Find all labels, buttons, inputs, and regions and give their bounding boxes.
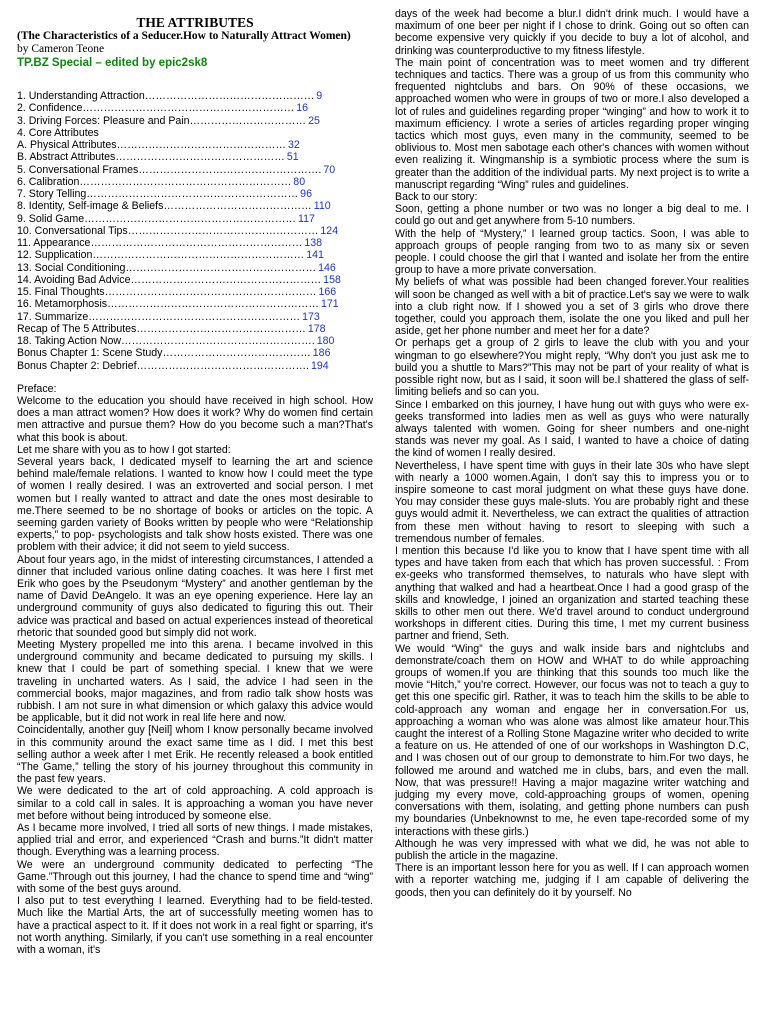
toc-entry-label: Recap of The 5 Attributes (17, 322, 137, 335)
body-paragraph: I mention this because I'd like you to know that I have spent time with all types and have taken from each that which has proven successful. : From ex-geeks who transformed themselves, to naturals who have slept with anything that walked and had a heartbeat.Once I had a good grasp of the skills and knowledge, I joined an organization and started teaching these skills to other men out there. We'd travel around to conduct underground workshops in different cities. During this time, I met my current business partner and friend, Seth. (395, 544, 749, 643)
toc-entry-leader: ………………………………………………. (121, 335, 315, 347)
toc-entry[interactable] (17, 176, 373, 188)
body-paragraph: Nevertheless, I have spent time with guys in their late 30s who have slept with nearly a 1000 women.Again, I don't say this to impress you or to inspire someone to cast moral judgment on what these guys have done. You may consider these guys male-sluts. You are probably right and these guys would admit it. Nevertheless, we can extract the qualities of attraction from these men without having to resort to sleeping with such a tremendous number of females. (395, 459, 749, 545)
toc-entry[interactable] (17, 115, 373, 127)
body-paragraph: We were dedicated to the art of cold approaching. A cold approach is similar to a cold call in sales. It is approaching a woman you have never met before without being introduced by someone else. (17, 785, 373, 822)
toc-entry-leader: …………………………………………………… (84, 212, 297, 225)
toc-entry-page[interactable]: 146 (318, 261, 336, 274)
body-paragraph: I also put to test everything I learned. Everything had to be field-tested. Much like the Martial Arts, the art of successfully meeting women has to have a practical aspect to it. If it does not work in a real fight or sparring, it's not worth anything. Similarly, if you can't use something in a real encounter with a woman, it's (17, 895, 373, 957)
toc-entry-label: 16. Metamorphosis (17, 298, 108, 311)
toc-entry-label: 8. Identity, Self-image & Beliefs (17, 200, 164, 213)
toc-entry-page[interactable]: 178 (307, 322, 326, 335)
toc-entry-leader: ………………………………………… (144, 90, 315, 102)
table-of-contents (17, 90, 373, 372)
left-column (17, 8, 373, 956)
toc-entry-label: Bonus Chapter 1: Scene Study (17, 347, 163, 360)
toc-entry-leader: …………………………………… (162, 347, 311, 360)
toc-entry-label: 13. Social Conditioning (17, 261, 126, 274)
toc-entry-leader: ……………………………………………… (130, 273, 322, 286)
toc-entry-page[interactable]: 158 (323, 273, 341, 286)
body-paragraph: Welcome to the education you should have received in high school. How does a man attract women? How does it work? Why do women find certain men attractive and pursue them? How do you become such a man?That's what this book is about. (17, 394, 373, 444)
toc-entry-page[interactable]: 166 (318, 286, 337, 298)
toc-entry-label: 6. Calibration (17, 175, 80, 188)
edition-note: TP.BZ Special – edited by epic2sk8 (17, 57, 208, 69)
toc-entry-leader: ………………………………………… (136, 322, 306, 335)
toc-entry-leader: ……………………………………………… (125, 261, 317, 274)
author-line: by Cameron Teone (17, 43, 105, 55)
toc-entry-page[interactable]: 138 (304, 237, 322, 249)
toc-entry-label: 5. Conversational Frames (17, 163, 139, 176)
toc-entry-page[interactable]: 96 (300, 188, 312, 200)
toc-entry-page[interactable]: 180 (316, 335, 335, 347)
body-paragraph: As I became more involved, I tried all sorts of new things. I made mistakes, applied trial and error, and experienced “Crash and burns.”It didn't matter though. Everything was a learning process. (17, 822, 373, 859)
toc-entry[interactable] (17, 188, 373, 200)
toc-entry-label: 9. Solid Game (17, 212, 85, 225)
right-body (395, 8, 749, 899)
toc-entry-label: B. Abstract Attributes (17, 151, 116, 164)
toc-entry[interactable] (17, 127, 373, 139)
body-paragraph: Several years back, I dedicated myself to learning the art and science behind male/female relations. I wanted to know how I could meet the type of women I really desired. I was an extroverted and social person. I met women but I really wanted to attract and date the ones most desirable to me.There seemed to be no shortage of books or articles on the topic. A seeming garden variety of Books written by people who were “Relationship experts,” to pop- psychologists and talk show hosts existed. There was one problem with their advice; it did not seem to yield success. (17, 455, 373, 554)
toc-entry-label: 2. Confidence (17, 102, 83, 115)
toc-entry-label: 1. Understanding Attraction (17, 90, 145, 102)
body-paragraph: Since I embarked on this journey, I have hung out with guys who were ex-geeks transformed into ladies men as well as guys who were naturally always talented with women. Going for sheer numbers and one-night stands was never my goal. As I said, I wanted to have a choice of dating the kind of women I really desired. (395, 398, 749, 460)
preface-body (17, 395, 373, 956)
body-paragraph: We would “Wing” the guys and walk inside bars and nightclubs and demonstrate/coach them on HOW and WHAT to do while approaching groups of women.If you are thinking that this sounds too much like the movie “Hitch,” you're correct. However, our focus was not to teach a guy to get this one specific girl. Rather, it was to teach him the skills to be able to cold-approach any woman and engage her in conversation.For us, approaching a woman who was alone was almost like amateur hour.This caught the interest of a Rolling Stone Magazine writer who decided to write a feature on us. He attended of one of our workshops in Washington D.C, and I was chosen out of our group to demonstrate to him.For two days, he followed me around and watched me in clubs, bars, and even the mall. Now, that was pressure!! Having a major magazine writer watching and judging my every move, cold-approaching groups of women, opening conversations with them, isolating, and getting phone numbers can push my boundaries (Unbeknownst to me, he even tape-recorded some of my interactions with these girls.) (395, 642, 749, 838)
toc-entry-page[interactable]: 16 (296, 102, 309, 115)
toc-entry[interactable] (17, 237, 373, 249)
toc-entry-leader: …………………………………………………… (86, 188, 299, 200)
toc-entry[interactable] (17, 200, 373, 212)
body-paragraph: days of the week had become a blur.I didn't drink much. I would have a maximum of one beer per night if I chose to drink. Going out so often can become expensive very quickly if you decide to buy a lot of alcohol, and drinking was counterproductive to my fitness lifestyle. (395, 8, 749, 57)
toc-entry-page[interactable] (99, 127, 101, 139)
toc-entry-label: 18. Taking Action Now (17, 335, 122, 347)
toc-entry-page[interactable]: 25 (308, 114, 320, 127)
body-paragraph: Let me share with you as to how I got started: (17, 443, 231, 456)
toc-entry[interactable] (17, 164, 373, 176)
toc-entry-label: 14. Avoiding Bad Advice (17, 273, 131, 286)
toc-entry[interactable] (17, 262, 373, 274)
toc-entry-leader: …………………………… (189, 114, 307, 127)
toc-entry[interactable] (17, 225, 373, 237)
toc-entry-page[interactable]: 173 (302, 310, 320, 323)
toc-entry[interactable] (17, 102, 373, 114)
body-paragraph: Coincidentally, another guy [Neil] whom I know personally became involved in this community around the exact same time as I did. I met this best selling author a week after I met Erik. He recently released a book entitled “The Game,” telling the story of his journey throughout this community in the past few years. (17, 724, 373, 786)
body-paragraph: There is an important lesson here for you as well. If I can approach women with a reporter watching me, judging if I am capable of delivering the goods, then you can definitely do it by yourself. No (395, 862, 749, 899)
body-paragraph: About four years ago, in the midst of interesting circumstances, I attended a dinner that included various online dating coaches. It was here I first met Erik who goes by the Pseudonym “Mystery” and another gentleman by the name of David DeAngelo. It was an eye opening experience. Here lay an underground community of guys also dedicated to figuring this out. Their advice was practical and based on actual experiences instead of theoretical rhetoric that sounded good but simply did not work. (17, 553, 373, 639)
toc-entry-label: 7. Story Telling (17, 188, 87, 200)
toc-entry-leader: …………………………………… (163, 200, 312, 213)
body-paragraph: Or perhaps get a group of 2 girls to leave the club with you and your wingman to go elsewhere?You might reply, “Why don't you just ask me to build you a shuttle to Mars?”This may not be part of your reality of what is possible right now, but as I said, it soon will be.I shattered the glass of self-limiting beliefs and so can you. (395, 337, 749, 399)
body-paragraph: We were an underground community dedicated to perfecting “The Game.”Through out this journey, I had the chance to spend time and “wing” with some of the best guys around. (17, 858, 373, 896)
toc-entry-label: A. Physical Attributes (17, 139, 117, 151)
toc-entry[interactable] (17, 298, 373, 310)
toc-entry-label: 10. Conversational Tips (17, 224, 128, 237)
toc-entry-leader: …………………………………………………… (92, 249, 305, 262)
toc-entry-page[interactable]: 117 (298, 212, 315, 225)
toc-entry-label: 17. Summarize (17, 310, 89, 323)
toc-entry[interactable] (17, 274, 373, 286)
toc-entry-page[interactable]: 141 (306, 249, 324, 262)
toc-entry-leader: …………………………………………………… (88, 310, 301, 323)
toc-entry-page[interactable]: 32 (288, 139, 300, 151)
toc-entry-page[interactable]: 171 (320, 298, 339, 311)
toc-entry-page[interactable]: 186 (312, 347, 331, 360)
toc-entry-leader: …………………………………………. (136, 359, 309, 372)
toc-entry-leader: …………………………………………………… (82, 102, 295, 115)
document-subtitle: (The Characteristics of a Seducer.How to Naturally Attract Women) (17, 30, 351, 42)
toc-entry-label: Bonus Chapter 2: Debrief (17, 359, 137, 372)
body-paragraph: Although he was very impressed with what we did, he was not able to publish the article in the magazine. (395, 837, 749, 863)
toc-entry-label: 15. Final Thoughts (17, 286, 105, 298)
toc-entry-leader: ……………………………………………… (127, 224, 319, 237)
toc-entry[interactable] (17, 360, 373, 372)
toc-entry-page[interactable]: 124 (320, 224, 339, 237)
toc-entry-leader: …………………………………………………… (107, 298, 319, 311)
toc-entry-label: 11. Appearance (17, 237, 91, 249)
body-paragraph: My beliefs of what was possible had been changed forever.Your realities will soon be changed as well with a bit of practice.Let's say we were to walk into a club right now. If I showed you a set of 3 girls who drove there together, could you approach them, isolate the one you liked and pull her aside, get her phone number and meet her for a date? (395, 276, 749, 338)
document-title: THE ATTRIBUTES (136, 15, 254, 30)
toc-entry-leader: …………………………………………………… (90, 237, 303, 249)
toc-entry-label: 4. Core Attributes (17, 126, 99, 139)
preface-heading: Preface: (17, 382, 57, 395)
toc-entry-page[interactable]: 80 (293, 175, 306, 188)
toc-entry-leader: ……………………………………………. (138, 163, 322, 176)
toc-entry-label: 3. Driving Forces: Pleasure and Pain (17, 114, 190, 127)
toc-entry[interactable] (17, 311, 373, 323)
body-paragraph: Soon, getting a phone number or two was no longer a big deal to me. I could go out and get anywhere from 5-10 numbers. (395, 203, 749, 228)
body-paragraph: Meeting Mystery propelled me into this arena. I became involved in this underground community and became dedicated to pursuing my skills. I knew that I could be part of something special. I knew that we were traveling in uncharted waters. As I said, the advice I had seen in the commercial books, major magazines, and from radio talk show hosts was rubbish. I am not sure in what dimension or which galaxy this advice would be applicable, but it did not work in real life here and now. (17, 639, 373, 725)
body-paragraph: The main point of concentration was to meet women and try different techniques and tactics. There was a group of us from this community who frequented nightclubs and bars. On 90% of these occasions, we approached women who were in groups of two or more.I also developed a lot of rules and guidelines regarding proper “winging” and how to work it to maximum efficiency. I wrote a series of articles regarding proper winging tactics which most guys, even many in the community, seemed to be oblivious to. Most men sabotage each other's chances with women without even realizing it. Wingmanship is a symbiotic process where the sum is greater than the addition of the individual parts. My next project is to write a manuscript regarding “Wing” rules and guidelines. (395, 56, 749, 191)
toc-entry-leader: …………………………………………………… (79, 175, 292, 188)
body-paragraph: Back to our story: (395, 191, 478, 204)
toc-entry[interactable] (17, 90, 373, 102)
toc-entry-leader: ………………………………………… (116, 139, 287, 151)
toc-entry[interactable] (17, 335, 373, 347)
toc-entry[interactable] (17, 151, 373, 163)
toc-entry-page[interactable]: 51 (286, 151, 299, 164)
toc-entry[interactable] (17, 139, 373, 151)
toc-entry-leader: …………………………………………………… (104, 286, 317, 298)
toc-entry-page[interactable]: 194 (311, 359, 329, 372)
toc-entry-label: 12. Supplication (17, 249, 93, 262)
toc-entry[interactable] (17, 323, 373, 335)
right-column (395, 8, 749, 899)
toc-entry-page[interactable]: 110 (313, 200, 331, 213)
toc-entry-page[interactable]: 70 (323, 163, 336, 176)
toc-entry-page[interactable]: 9 (316, 90, 323, 102)
toc-entry[interactable] (17, 286, 373, 298)
toc-entry[interactable] (17, 347, 373, 359)
toc-entry[interactable] (17, 249, 373, 261)
toc-entry[interactable] (17, 213, 373, 225)
body-paragraph: With the help of “Mystery,” I learned group tactics. Soon, I was able to approach groups of people ranging from two to as many six or seven people. I could choose the girl that I wanted and isolate her from the entire group to have a more private conversation. (395, 227, 749, 277)
toc-entry-leader: ………………………………………… (115, 151, 285, 164)
